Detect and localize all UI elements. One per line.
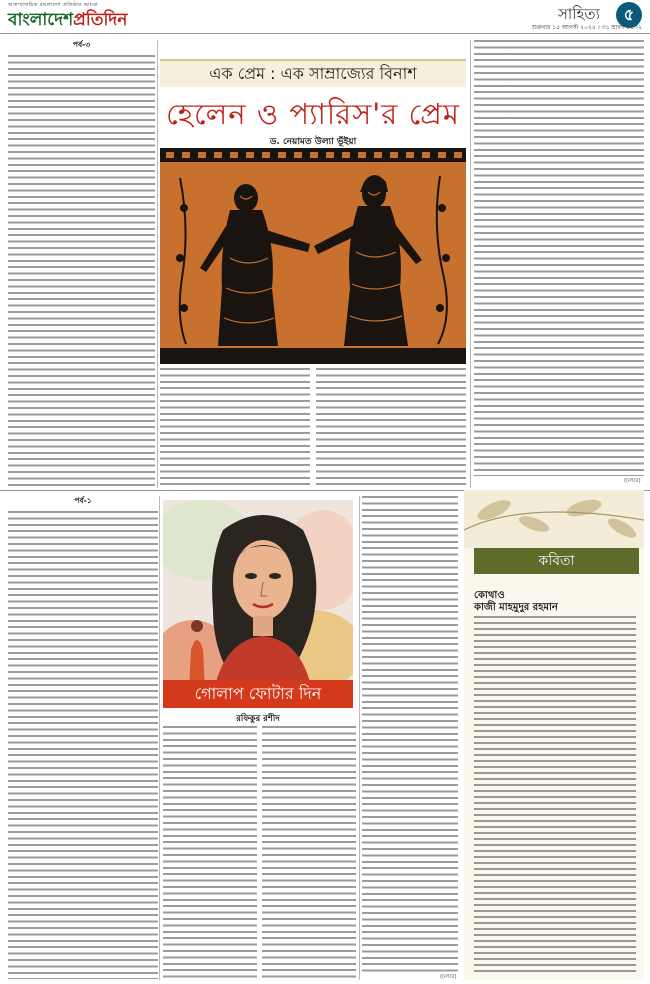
poem-text	[474, 616, 636, 972]
logo-name-part2: প্রতিদিন	[73, 10, 128, 30]
story2-column-4	[362, 496, 458, 972]
dateline: শুক্রবার ১৫ আগস্ট ২০২৫ । ৩১ শ্রাবণ ১৪৩২	[531, 24, 642, 31]
story2-byline: রফিকুর রশীদ	[236, 714, 280, 724]
story1-column-1	[8, 40, 155, 488]
story1-headline: হেলেন ও প্যারিস'র প্রেম	[166, 97, 460, 131]
column-divider	[159, 496, 160, 980]
story1-column-3	[316, 368, 466, 488]
story2-column-2	[163, 726, 257, 980]
story1-column-4	[474, 40, 644, 476]
story1-text-block	[316, 368, 466, 488]
story1-kicker-band	[160, 59, 466, 87]
leaf-ornament-icon	[464, 490, 644, 548]
section-title: সাহিত্য	[557, 5, 600, 23]
woman-portrait-icon	[163, 500, 353, 695]
poem-title: কোথাও	[474, 590, 505, 601]
page-number-badge: ৫	[616, 2, 642, 28]
story2-part-label: পর্ব-১	[74, 496, 92, 505]
story2-text-block	[163, 726, 257, 980]
logo-tagline: অসাম্প্রদায়িক বাংলাদেশ প্রতিষ্ঠায় আমরা	[8, 2, 98, 8]
greek-vase-illustration	[160, 148, 466, 364]
story1-text-block	[160, 368, 310, 488]
column-divider	[359, 496, 360, 980]
story2-end-mark: (চলবে)	[440, 974, 457, 980]
logo-name	[8, 10, 188, 30]
poem-author: কাজী মাহমুদুর রহমান	[474, 602, 558, 613]
story1-text-block	[474, 40, 644, 476]
poem-text-block	[474, 616, 636, 972]
story2-text-block	[362, 496, 458, 972]
vase-painting-icon	[160, 148, 466, 364]
story1-text-block	[8, 55, 155, 487]
story2-text-block	[262, 726, 356, 980]
column-divider	[157, 40, 158, 488]
story1-column-2	[160, 368, 310, 488]
story2-column-3	[262, 726, 356, 980]
story1-byline: ড. নেয়ামত উল্যা ভূঁইয়া	[269, 137, 357, 147]
poem-decoration	[464, 490, 644, 548]
logo-name-part1: বাংলাদেশ	[8, 10, 74, 30]
newspaper-logo[interactable]	[8, 2, 188, 30]
woman-portrait-illustration	[163, 500, 353, 695]
story1-kicker: এক প্রেম : এক সাম্রাজ্যের বিনাশ	[209, 64, 417, 83]
story1-part-label: পর্ব-৩	[72, 40, 91, 49]
story1-end-mark: (চলবে)	[624, 478, 641, 484]
column-divider	[470, 40, 471, 488]
story2-column-1	[8, 496, 158, 980]
poem-section-label: কবিতা	[474, 548, 639, 574]
story2-headline: গোলাপ ফোটার দিন	[163, 680, 353, 708]
story2-text-block	[8, 511, 158, 979]
masthead	[0, 0, 650, 34]
